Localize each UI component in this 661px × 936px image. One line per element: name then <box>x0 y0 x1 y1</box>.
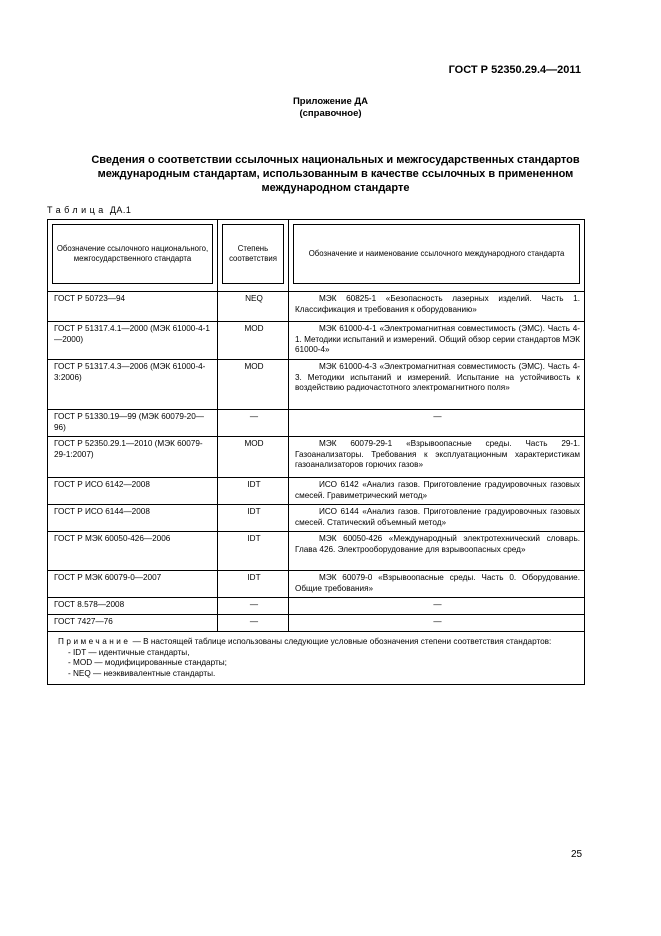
degree-cell: IDT <box>218 478 289 505</box>
national-standard-cell: ГОСТ Р МЭК 60079-0—2007 <box>48 571 218 598</box>
table-header-row <box>48 220 585 292</box>
degree-cell: NEQ <box>218 292 289 322</box>
degree-cell: MOD <box>218 360 289 410</box>
international-standard-cell: — <box>289 615 585 632</box>
table-row <box>48 571 585 598</box>
annex-heading <box>0 96 661 120</box>
national-standard-cell: ГОСТ 8.578—2008 <box>48 598 218 615</box>
document-standard-code: ГОСТ Р 52350.29.4—2011 <box>448 64 581 76</box>
table-row <box>48 437 585 478</box>
annex-subtitle: (справочное) <box>299 108 362 119</box>
annex-title: Приложение ДА <box>292 96 369 107</box>
international-standard-cell: ИСО 6144 «Анализ газов. Приготовление градуировочных газовых смесей. Статический объемный метод» <box>289 505 585 532</box>
international-standard-cell: — <box>289 598 585 615</box>
table-row <box>48 532 585 571</box>
national-standard-cell: ГОСТ Р ИСО 6144—2008 <box>48 505 218 532</box>
section-title: Сведения о соответствии ссылочных национальных и межгосударственных стандартов международным стандартам, использованным в качестве ссылочных в примененном международном стандарте <box>91 154 580 194</box>
degree-cell: — <box>218 410 289 437</box>
international-standard-cell: МЭК 60079-29-1 «Взрывоопасные среды. Часть 29-1. Газоанализаторы. Требования к эксплуатационным характеристикам газоанализаторов горючих газов» <box>289 437 585 478</box>
header-national-standard: Обозначение ссылочного национального, межгосударственного стандарта <box>48 220 218 292</box>
correspondence-table <box>47 219 585 685</box>
note-text: — В настоящей таблице использованы следующие условные обозначения степени соответствия стандартов: <box>132 637 552 646</box>
table-row <box>48 478 585 505</box>
national-standard-cell: ГОСТ Р 51317.4.3—2006 (МЭК 61000-4-3:2006) <box>48 360 218 410</box>
degree-cell: — <box>218 615 289 632</box>
degree-cell: IDT <box>218 532 289 571</box>
national-standard-cell: ГОСТ Р 51317.4.1—2000 (МЭК 61000-4-1—2000) <box>48 322 218 360</box>
national-standard-cell: ГОСТ Р 51330.19—99 (МЭК 60079-20—96) <box>48 410 218 437</box>
international-standard-cell: МЭК 61000-4-1 «Электромагнитная совместимость (ЭМС). Часть 4-1. Методики испытаний и измерений. Общий обзор серии стандартов МЭК 61000-4» <box>289 322 585 360</box>
table-row <box>48 360 585 410</box>
table-caption-number: ДА.1 <box>109 205 132 215</box>
national-standard-cell: ГОСТ Р МЭК 60050-426—2006 <box>48 532 218 571</box>
header-degree: Степень соответствия <box>218 220 289 292</box>
degree-cell: IDT <box>218 571 289 598</box>
table-row <box>48 410 585 437</box>
table-row <box>48 292 585 322</box>
note-item: - MOD — модифицированные стандарты; <box>68 658 227 667</box>
table-caption-word: Таблица <box>47 205 107 215</box>
note-row <box>48 632 585 685</box>
degree-cell: MOD <box>218 437 289 478</box>
note-item: - IDT — идентичные стандарты, <box>68 647 190 657</box>
note-item: - NEQ — неэквивалентные стандарты. <box>68 668 216 678</box>
national-standard-cell: ГОСТ 7427—76 <box>48 615 218 632</box>
national-standard-cell: ГОСТ Р 50723—94 <box>48 292 218 322</box>
note-label: Примечание <box>58 637 131 646</box>
international-standard-cell: МЭК 60079-0 «Взрывоопасные среды. Часть 0. Оборудование. Общие требования» <box>289 571 585 598</box>
table-row <box>48 322 585 360</box>
degree-cell: MOD <box>218 322 289 360</box>
page-number: 25 <box>571 849 583 860</box>
international-standard-cell: МЭК 60050-426 «Международный электротехнический словарь. Глава 426. Электрооборудование для взрывоопасных сред» <box>289 532 585 571</box>
degree-cell: — <box>218 598 289 615</box>
national-standard-cell: ГОСТ Р ИСО 6142—2008 <box>48 478 218 505</box>
table-row <box>48 615 585 632</box>
international-standard-cell: МЭК 61000-4-3 «Электромагнитная совместимость (ЭМС). Часть 4-3. Методики испытаний и измерений. Испытание на устойчивость к воздействию радиочастотного электромагнитного поля» <box>289 360 585 410</box>
international-standard-cell: ИСО 6142 «Анализ газов. Приготовление градуировочных газовых смесей. Гравиметрический метод» <box>289 478 585 505</box>
international-standard-cell: МЭК 60825-1 «Безопасность лазерных изделий. Часть 1. Классификация и требования к оборудованию» <box>289 292 585 322</box>
table-body <box>48 292 585 632</box>
table-row <box>48 505 585 532</box>
table-row <box>48 598 585 615</box>
table-note <box>48 632 585 685</box>
degree-cell: IDT <box>218 505 289 532</box>
national-standard-cell: ГОСТ Р 52350.29.1—2010 (МЭК 60079-29-1:2007) <box>48 437 218 478</box>
international-standard-cell: — <box>289 410 585 437</box>
header-international-standard: Обозначение и наименование ссылочного международного стандарта <box>289 220 585 292</box>
table-caption <box>47 205 131 215</box>
